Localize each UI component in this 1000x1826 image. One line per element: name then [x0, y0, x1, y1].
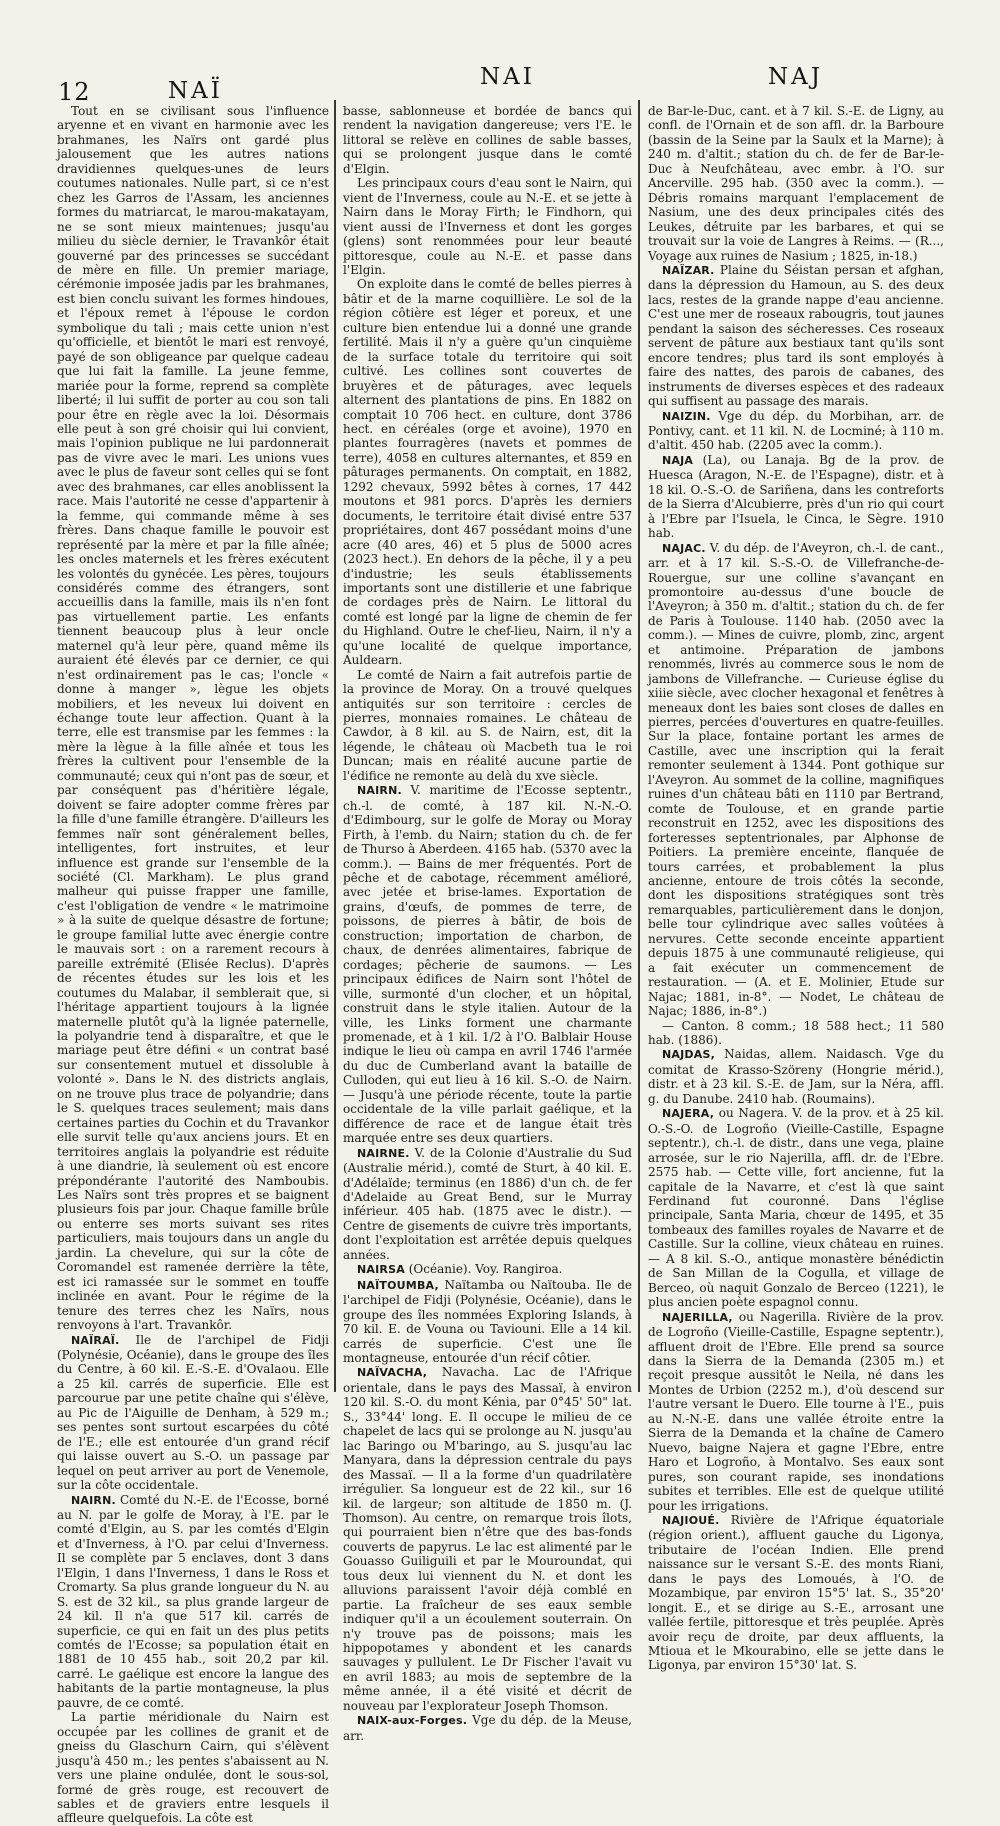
entry-headword: NAJIOUÉ.	[662, 1513, 720, 1527]
entry-text: Le comté de Nairn a fait autrefois partie de la province de Moray. On a trouvé quelques antiquités sur son territoire : cercles de pierres, monnaies romaines. Le château de Cawdor, à 8 kil. au S. de Nairn, est, dit la légende, le château où Macbeth tua le roi Duncan; mais en réalité aucune partie de l'édifice ne remonte au delà du xve siècle.	[343, 667, 632, 783]
entry-text: ou Nagera. V. de la prov. et à 25 kil. O.-S.-O. de Logroño (Vieille-Castille, Espagne septentr.), ch.-l. de distr., dans une vega, plaine arrosée, sur le rio Najerilla, affl. dr. de l'Ebre. 2575 hab. — Cette ville, fort ancienne, fut la capitale de la Navarre, et c'est là que saint Ferdinand fut couronné. Dans l'église principale, Santa Maria, chœur de 1495, et 35 tombeaux des familles royales de Navarre et de Castille. Sur la colline, vieux château en ruines. — A 8 kil. S.-O., antique monastère bénédictin de San Millan de la Cogulla, et village de Berceo, où naquit Gonzalo de Berceo (1221), le plus ancien poète espagnol connu.	[648, 1106, 944, 1310]
entry-headword: NAIRSA	[357, 1263, 405, 1277]
entry-text: Plaine du Séistan persan et afghan, dans la dépression du Hamoun, au S. des deux lacs, restes de la grande nappe d'eau ancienne. C'est une mer de roseaux rabougris, tout jaunes pendant la saison des sécheresses. Ces roseaux servent de pâture aux bestiaux tant qu'ils sont encore tendres; plus tard ils sont employés à faire des nattes, des parois de cabanes, des instruments de diverses espèces et des radeaux qui suffisent au passage des marais.	[648, 262, 944, 409]
entry-text: ou Nagerilla. Rivière de la prov. de Logroño (Vieille-Castille, Espagne septentr.), affluent droit de l'Ebre. Elle prend sa source dans la Sierra de la Demanda (2305 m.) et reçoit presque aussitôt le Neila, né dans les Montes de Urbion (2252 m.), d'où descend sur l'autre versant le Duero. Elle tourne à l'E., puis au N.-N.-E. dans une vallée étroite entre la Sierra de la Demanda et la chaîne de Camero Nuevo, baigne Najera et gagne l'Ebre, entre Haro et Logroño, à Montalvo. Ses eaux sont pures, son courant rapide, ses inondations subites et terribles. Elle est de quelque utilité pour les irrigations.	[648, 1309, 944, 1513]
running-head-left: NAÏ	[168, 78, 223, 104]
entry-paragraph	[343, 277, 632, 667]
dictionary-entry	[648, 409, 944, 453]
entry-headword: NAJDAS,	[662, 1048, 715, 1062]
entry-text: V. maritime de l'Ecosse septentr., ch.-l. de comté, à 187 kil. N.-N.-O. d'Edimbourg, sur le golfe de Moray ou Moray Firth, à l'emb. du Nairn; station du ch. de fer de Thurso à Aberdeen. 4165 hab. (5370 avec la comm.). — Bains de mer fréquentés. Port de pêche et de cabotage, récemment amélioré, avec jetée et brise-lames. Exportation de grains, d'œufs, de pommes de terre, de poissons, de pierres à bâtir, de bois de construction; importation de charbon, de chaux, de denrées alimentaires, fabrique de cordages; pêcherie de saumons. — Les principaux édifices de Nairn sont l'hôtel de ville, surmonté d'un clocher, et un hôpital, construit dans le style italien. Autour de la ville, les Links forment une charmante promenade, et à 1 kil. 1/2 à l'O. Balblair House indique le lieu où campa en avril 1746 l'armée du duc de Cumberland avant la bataille de Culloden, qui eut lieu à 16 kil. S.-O. de Nairn. — Jusqu'à une période récente, toute la partie occidentale de la ville parlait gaélique, et la différence de race et de langue était très marquée entre ses deux quartiers.	[343, 783, 632, 1146]
entry-text: — Canton. 8 comm.; 18 588 hect.; 11 580 hab. (1886).	[648, 1018, 944, 1047]
entry-text: La partie méridionale du Nairn est occupée par les collines de granit et de gneiss du Glaschurn Cairn, qui s'élèvent jusqu'à 450 m.; les pentes s'abaissent au N. vers une plaine ondulée, dont le sous-sol, formé de grès rouge, est recouvert de sables et de graviers entre lesquels il affleure quelquefois. La côte est	[57, 1710, 329, 1826]
entry-headword: NAIX-aux-Forges.	[357, 1714, 468, 1728]
dictionary-entry	[648, 1310, 944, 1513]
entry-paragraph	[648, 1019, 944, 1048]
running-head-right: NAJ	[768, 64, 823, 90]
entry-text: Vge du dép. de la Meuse, arr.	[343, 1713, 632, 1743]
dictionary-entry	[648, 541, 944, 1019]
entry-paragraph	[648, 104, 944, 263]
dictionary-entry	[648, 263, 944, 409]
entry-paragraph	[343, 176, 632, 277]
dictionary-entry	[343, 1713, 632, 1743]
column-rule	[638, 100, 640, 1392]
entry-paragraph	[343, 668, 632, 784]
text-column-left	[57, 104, 329, 1826]
entry-text: Navacha. Lac de l'Afrique orientale, dans le pays des Massaï, à environ 120 kil. S.-O. du mont Kénia, par 0°45' 50" lat. S., 33°44' long. E. Il occupe le milieu de ce chapelet de lacs qui se prolonge au N. jusqu'au lac Baringo ou M'baringo, au S. jusqu'au lac Manyara, dans la dépression centrale du pays des Massaï. — Il a la forme d'un quadrilatère irrégulier. Sa longueur est de 22 kil., sur 16 kil. de largeur; son altitude de 1850 m. (J. Thomson). Au centre, on remarque trois îlots, qui pourraient bien n'être que des bas-fonds couverts de papyrus. Le lac est alimenté par le Gouasso Guiliguili et par le Mouroundat, qui tous deux lui viennent du N. et dont les alluvions paraissent l'avoir déjà comblé en partie. La fraîcheur de ses eaux semble indiquer qu'il a un écoulement souterrain. On n'y trouve pas de poissons; mais les hippopotames y abondent et les canards sauvages y pullulent. Le Dr Fischer l'avait vu en avril 1883; au mois de septembre de la même année, il a été visité et décrit de nouveau par l'explorateur Joseph Thomson.	[343, 1365, 632, 1713]
column-rule	[334, 100, 336, 1392]
entry-text: basse, sablonneuse et bordée de bancs qui rendent la navigation dangereuse; vers l'E. le littoral se relève en collines de sable basses, qui se prolongent jusque dans le comté d'Elgin.	[343, 104, 632, 176]
entry-headword: NAJA	[662, 453, 694, 467]
entry-headword: NAÏZAR.	[662, 263, 715, 277]
entry-text: Les principaux cours d'eau sont le Nairn, qui vient de l'Inverness, coule au N.-E. et se jette à Nairn dans le Moray Firth; le Findhorn, qui vient aussi de l'Inverness et dont les gorges (glens) sont renommées pour leur beauté pittoresque, coule au N.-E. et passe dans l'Elgin.	[343, 176, 632, 277]
entry-paragraph	[343, 104, 632, 176]
entry-paragraph	[57, 1710, 329, 1826]
entry-text: Naïtamba ou Naïtouba. Ile de l'archipel de Fidji (Polynésie, Océanie), dans le groupe des îles nommées Exploring Islands, à 70 kil. E. de Vouna ou Taviouni. Elle a 14 kil. carrés de superficie. C'est une île montagneuse, entourée d'un récif côtier.	[343, 1277, 632, 1365]
entry-text: (Océanie). Voy. Rangiroa.	[408, 1262, 563, 1277]
dictionary-entry	[343, 1278, 632, 1366]
entry-headword: NAJERILLA,	[662, 1310, 733, 1324]
dictionary-entry	[648, 1047, 944, 1106]
dictionary-entry	[343, 1262, 632, 1277]
entry-headword: NAÏVACHA,	[357, 1366, 428, 1380]
entry-headword: NAÏTOUMBA,	[357, 1278, 439, 1292]
entry-text: V. du dép. de l'Aveyron, ch.-l. de cant., arr. et à 17 kil. S.-S.-O. de Villefranche-de-Rouergue, sur une colline s'avançant en promontoire au-dessus d'une boucle de l'Aveyron; à 350 m. d'altit.; station du ch. de fer de Paris à Toulouse. 1140 hab. (2050 avec la comm.). — Mines de cuivre, plomb, zinc, argent et antimoine. Préparation de jambons renommés, livrés au commerce sous le nom de jambons de Villefranche. — Curieuse église du xiiie siècle, avec clocher hexagonal et fenêtres à meneaux dont les baies sont closes de dalles en pierres, percées d'ouvertures en quatre-feuilles. Sur la place, fontaine portant les armes de Castille, avec une inscription qui la ferait remonter seulement à 1344. Pont gothique sur l'Aveyron. Au sommet de la colline, magnifiques ruines d'un château bâti en 1110 par Bertrand, comte de Toulouse, et en grande partie reconstruit en 1252, avec les dispositions des forteresses septentrionales, par Alphonse de Poitiers. La première enceinte, flanquée de tours carrées, et probablement la plus ancienne, entoure de trois côtés la seconde, dont les dispositions stratégiques sont très remarquables, particulièrement dans le donjon, belle tour cylindrique avec salles voûtées à nervures. Cette seconde enceinte appartient depuis 1875 à une communauté religieuse, qui a fait exécuter un commencement de restauration. — (A. et E. Molinier, Etude sur Najac; 1881, in-8°. — Nodet, Le château de Najac; 1886, in-8°.)	[648, 540, 944, 1019]
text-column-right	[648, 104, 944, 1673]
dictionary-entry	[343, 1146, 632, 1263]
entry-text: Vge du dép. du Morbihan, arr. de Pontivy, cant. et 11 kil. N. de Locminé; à 110 m. d'altit. 450 hab. (2205 avec la comm.).	[648, 408, 944, 453]
entry-headword: NAIZIN.	[662, 409, 711, 423]
entry-headword: NAIRNE.	[357, 1146, 410, 1160]
dictionary-entry	[57, 1333, 329, 1493]
dictionary-entry	[648, 1513, 944, 1673]
entry-text: Rivière de l'Afrique équatoriale (région orient.), affluent gauche du Ligonya, tributaire de l'océan Indien. Elle prend naissance sur le versant S.-E. des monts Riani, dans le pays des Lomoués, à l'O. de Mozambique, par environ 15°5' lat. S., 35°20' longit. E., et se dirige au S.-E., arrosant une vallée fertile, pittoresque et très peuplée. Après avoir reçu de droite, par deux affluents, la Mtioua et le Mkourabino, elle se jette dans le Ligonya, par environ 15°30' lat. S.	[648, 1512, 944, 1673]
entry-paragraph	[57, 104, 329, 1333]
entry-text: Naidas, allem. Naidasch. Vge du comitat de Krasso-Szöreny (Hongrie mérid.), distr. et à 23 kil. S.-E. de Jam, sur la Néra, affl. g. du Danube. 2410 hab. (Roumains).	[648, 1047, 944, 1106]
entry-text: On exploite dans le comté de belles pierres à bâtir et de la marne coquillière. Le sol de la région côtière est léger et poreux, et une culture bien entendue lui a donné une grande fertilité. Mais il n'y a guère qu'un cinquième de la surface totale du territoire qui soit cultivé. Les collines sont couvertes de bruyères et de pâturages, avec lequels alternent des plantations de pins. En 1882 on comptait 10 706 hect. en culture, dont 3786 hect. en céréales (orge et avoine), 1970 en plantes fourragères (navets et pommes de terre), 4058 en cultures alternantes, et 859 en pâturages permanents. On comptait, en 1882, 1292 chevaux, 5992 bêtes à cornes, 17 442 moutons et 981 porcs. D'après les derniers documents, le territoire était divisé entre 537 propriétaires, dont 467 possédant moins d'une acre (40 ares, 46) et 5 plus de 5000 acres (2023 hect.). En dehors de la pêche, il y a peu d'industrie; les seuls établissements importants sont une distillerie et une fabrique de cordages près de Nairn. Le littoral du comté est longé par la ligne de chemin de fer du Highland. Outre le chef-lieu, Nairn, il n'y a qu'une localité de quelque importance, Auldearn.	[343, 277, 632, 668]
text-column-middle	[343, 104, 632, 1743]
running-head-center: NAI	[480, 64, 535, 90]
entry-headword: NAÏRAÏ.	[71, 1333, 120, 1347]
entry-headword: NAJERA,	[662, 1107, 715, 1121]
dictionary-entry	[343, 1365, 632, 1713]
entry-headword: NAIRN.	[71, 1493, 116, 1507]
entry-text: Tout en se civilisant sous l'influence aryenne et en vivant en harmonie avec les brahmanes, les Naïrs ont gardé plus jalousement que les autres nations dravidiennes quelques-unes de leurs coutumes nationales. Nulle part, si ce n'est chez les Garros de l'Assam, les anciennes formes du matriarcat, le marou-makatayam, ne se sont mieux maintenues; jusqu'au milieu du siècle dernier, le Travankôr était gouverné par des princesses se succédant de mère en fille. Un premier mariage, cérémonie imposée jadis par les brahmanes, est bien conclu suivant les formes hindoues, et l'époux remet à l'épouse le cordon symbolique du tali ; mais cette union n'est qu'officielle, et bientôt le mari est renvoyé, payé de son obligeance par quelque cadeau que lui fait la famille. La jeune femme, mariée pour la forme, reprend sa complète liberté; il lui suffit de porter au cou son tali pour être en règle avec la loi. Désormais elle peut à son gré choisir qui lui convient, mais l'opinion publique ne lui pardonnerait pas de vivre avec le mari. Les unions vues avec le plus de faveur sont celles qui se font avec des brahmanes, car elles anoblissent la race. Mais l'autorité ne cesse d'appartenir à la femme, qui commande même à ses frères. Dans chaque famille le pouvoir est représenté par la mère et par la fille aînée; les oncles maternels et les frères exécutent les volontés du gynécée. Les pères, toujours considérés comme des étrangers, sont accueillis dans la famille, mais ils n'en font pas virtuellement partie. Les enfants tiennent beaucoup plus à leur oncle maternel qu'à leur père, quand même ils auraient été élevés par ce dernier, ce qui n'est ordinairement pas le cas; l'oncle « donne à manger », lègue les objets mobiliers, et les neveux lui doivent en échange toute leur affection. Quant à la terre, elle est transmise par les femmes : la mère la lègue à la fille aînée et tous les frères la cultivent pour l'ensemble de la communauté; ceux qui n'ont pas de sœur, et par conséquent pas d'héritière légale, doivent se faire adopter comme frères par la fille d'une famille étrangère. D'ailleurs les femmes naïr sont généralement belles, intelligentes, fort instruites, et leur influence est grande sur l'ensemble de la société (Cl. Markham). Le plus grand malheur qui puisse frapper une famille, c'est l'obligation de vendre « le matrimoine » à la suite de quelque désastre de fortune; le groupe familial lutte avec énergie contre le mauvais sort : on a rarement recours à pareille extrémité (Elisée Reclus). D'après de récentes études sur les lois et les coutumes du Malabar, il semblerait que, si l'héritage appartient toujours à la lignée maternelle plutôt qu'à la lignée paternelle, la polyandrie tend à disparaître, et que le mariage peut être défini « un contrat basé sur consentement mutuel et dissoluble à volonté ». Dans le N. des districts anglais, on ne trouve plus trace de polyandrie; dans le S. quelques traces seulement; mais dans certaines parties du Cochin et du Travankor elle survit telle qu'aux anciens jours. Et en territoires anglais la polyandrie est réduite à une diandrie, là seulement où est encore prépondérante l'autorité des Namboubis. Les Naïrs sont très propres et se baignent plusieurs fois par jour. Chaque famille brûle ou enterre ses morts suivant ses rites particuliers, mais toujours dans un angle du jardin. La chevelure, qui sur la côte de Coromandel est ramenée derrière la tête, est ici ramassée sur le sommet en touffe inclinée en avant. Pour le régime de la tenure des terres chez les Naïrs, nous renvoyons à l'art. Travankôr.	[57, 104, 329, 1333]
entry-text: Comté du N.-E. de l'Ecosse, borné au N. par le golfe de Moray, à l'E. par le comté d'Elgin, au S. par les comtés d'Elgin et d'Inverness, à l'O. par celui d'Inverness. Il se complète par 5 enclaves, dont 3 dans l'Elgin, 1 dans l'Inverness, 1 dans le Ross et Cromarty. Sa plus grande longueur du N. au S. est de 32 kil., sa plus grande largeur de 24 kil. Il n'a que 517 kil. carrés de superficie, ce qui en fait un des plus petits comtés de l'Ecosse; sa population était en 1881 de 10 455 hab., soit 20,2 par kil. carré. Le gaélique est encore la langue des habitants de la partie montagneuse, la plus pauvre, de ce comté.	[57, 1492, 329, 1710]
entry-text: (La), ou Lanaja. Bg de la prov. de Huesca (Aragon, N.-E. de l'Espagne), distr. et à 18 kil. O.-S.-O. de Sariñena, dans les contreforts de la Sierra d'Alcubierre, près d'un rio qui court à l'Ebre par l'Isuela, le Cinca, le Sègre. 1910 hab.	[648, 452, 944, 541]
dictionary-entry	[57, 1493, 329, 1711]
page-number: 12	[58, 78, 91, 106]
entry-text: V. de la Colonie d'Australie du Sud (Australie mérid.), comté de Sturt, à 40 kil. E. d'Adélaïde; terminus (en 1886) d'un ch. de fer d'Adelaide au Great Bend, sur le Murray inférieur. 405 hab. (1875 avec le distr.). — Centre de gisements de cuivre très importants, dont l'exploitation est arrêtée depuis quelques années.	[343, 1145, 632, 1262]
entry-headword: NAJAC.	[662, 541, 706, 555]
dictionary-entry	[343, 783, 632, 1145]
dictionary-entry	[648, 1106, 944, 1309]
entry-text: Ile de l'archipel de Fidji (Polynésie, Océanie), dans le groupe des îles du Centre, à 60 kil. E.-S.-E. d'Ovalaou. Elle a 25 kil. carrés de superficie. Elle est parcourue par une petite chaîne qui s'élève, au Pic de l'Aiguille de Denham, à 529 m.; ses pentes sont surtout escarpées du côté de l'E.; elle est entourée d'un grand récif qui laisse ouvert au S.-O. un passage par lequel on peut arriver au port de Venemole, sur la côte occidentale.	[57, 1332, 329, 1493]
dictionary-entry	[648, 453, 944, 541]
entry-headword: NAIRN.	[357, 784, 402, 798]
entry-text: de Bar-le-Duc, cant. et à 7 kil. S.-E. de Ligny, au confl. de l'Ornain et de son affl. dr. la Barboure (bassin de la Seine par la Saulx et la Marne); à 240 m. d'altit.; station du ch. de fer de Bar-le-Duc à Neufchâteau, avec embr. à l'O. sur Ancerville. 295 hab. (350 avec la comm.). — Débris romains marquant l'emplacement de Nasium, une des deux principales cités des Leukes, détruite par les barbares, et qui se trouvait sur la voie de Langres à Reims. — (R..., Voyage aux ruines de Nasium ; 1825, in-18.)	[648, 104, 944, 263]
